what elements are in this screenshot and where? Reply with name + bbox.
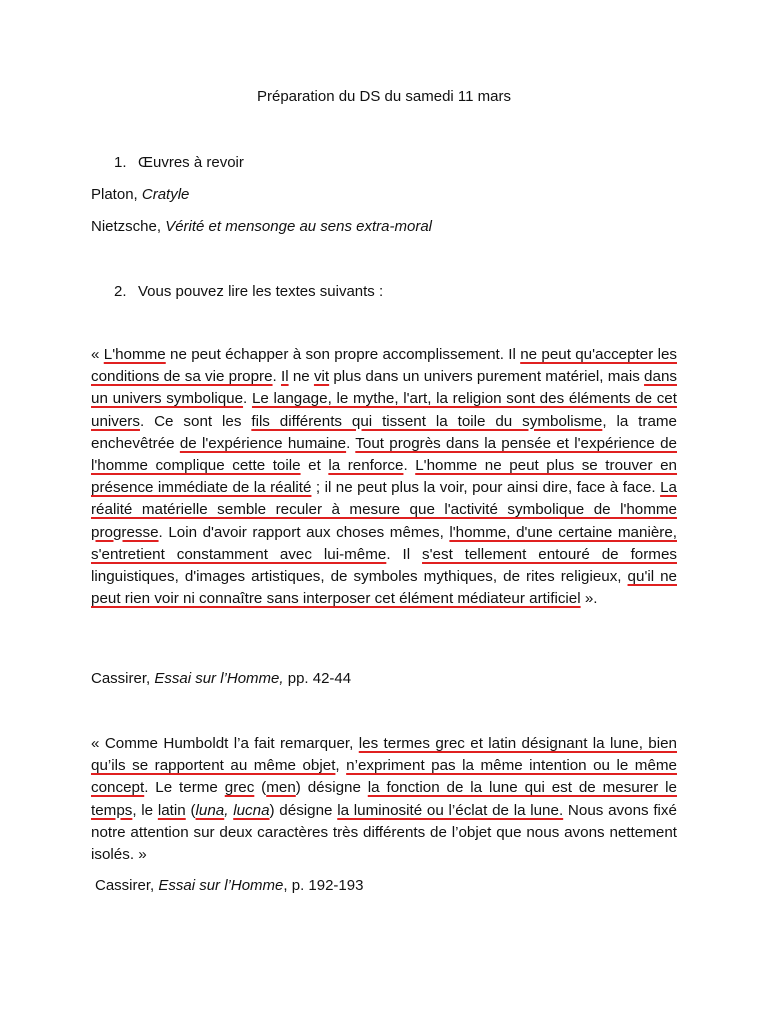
- text-run: ) désigne: [295, 779, 368, 797]
- underlined-phrase: de l'expérience humaine: [179, 434, 347, 452]
- text-run: «: [91, 346, 104, 363]
- source-work: Essai sur l’Homme: [158, 877, 284, 894]
- text-run: et: [300, 457, 329, 475]
- quote-source-2: [95, 877, 363, 894]
- underlined-phrase: ne peut qu'accepter les conditions de sa vie propre: [91, 346, 677, 386]
- work-item-nietzsche: [91, 218, 432, 235]
- work-author: Platon,: [91, 186, 142, 203]
- quote-source-1: [91, 670, 351, 687]
- source-author: Cassirer,: [95, 877, 159, 894]
- underlined-phrase: luna: [195, 801, 225, 819]
- text-run: . Le terme: [144, 779, 225, 797]
- underlined-phrase: fils différents qui tissent la toile du symbolisme: [251, 412, 603, 430]
- text-run: ,: [335, 757, 347, 775]
- text-run: ,: [224, 801, 234, 819]
- text-run: (: [185, 801, 196, 819]
- text-run: , la trame enchevêtrée: [91, 412, 677, 452]
- source-work: Essai sur l’Homme,: [154, 670, 284, 687]
- page-title: Préparation du DS du samedi 11 mars: [256, 88, 512, 105]
- text-run: .: [346, 434, 356, 452]
- underlined-phrase: dans un univers symbolique: [91, 368, 677, 408]
- section-label: Vous pouvez lire les textes suivants :: [138, 283, 384, 300]
- underlined-phrase: Il: [281, 368, 289, 386]
- section-number: 1.: [114, 154, 127, 171]
- work-title: Cratyle: [141, 186, 190, 203]
- text-run: (: [254, 779, 267, 797]
- section-number: 2.: [114, 283, 127, 300]
- section-heading-texts: [114, 283, 383, 300]
- underlined-phrase: vit: [313, 368, 330, 386]
- text-run: . Loin d'avoir rapport aux choses mêmes,: [158, 523, 450, 541]
- text-run: Nous avons fixé notre attention sur deux caractères très différents de l’objet que nous avons nettement isolés. »: [91, 801, 677, 864]
- section-label: Œuvres à revoir: [138, 154, 244, 171]
- underlined-phrase: l'homme, d'une certaine manière, s'entretient constamment avec lui-même: [91, 523, 677, 563]
- underlined-phrase: la luminosité ou l’éclat de la lune.: [337, 801, 564, 819]
- underlined-phrase: Tout progrès dans la pensée et l'expérience de l'homme complique cette toile: [91, 434, 677, 475]
- text-run: .: [243, 390, 252, 408]
- quote-cassirer-2: [91, 733, 677, 866]
- source-pages: , p. 192-193: [283, 877, 364, 894]
- underlined-phrase: grec: [224, 779, 255, 797]
- text-run: ne: [288, 368, 314, 386]
- text-run: .: [272, 368, 281, 386]
- work-item-platon: [91, 186, 189, 203]
- text-run: ne peut échapper à son propre accomplissement. Il: [165, 346, 521, 363]
- underlined-phrase: L'homme ne peut plus se trouver en présence immédiate de la réalité: [91, 457, 678, 497]
- text-run: linguistiques, d'images artistiques, de symboles mythiques, de rites religieux,: [91, 568, 628, 586]
- underlined-phrase: la fonction de la lune qui est de mesurer le temps: [91, 779, 677, 819]
- underlined-phrase: n’expriment pas la même intention ou le même concept: [91, 757, 677, 797]
- text-run: . Il: [386, 545, 423, 563]
- text-run: .: [403, 457, 416, 475]
- underlined-phrase: lucna: [233, 801, 270, 819]
- source-author: Cassirer,: [91, 670, 155, 687]
- underlined-phrase: la renforce: [328, 457, 404, 475]
- underlined-phrase: qu'il ne peut rien voir ni connaître sans interposer cet élément médiateur artificiel: [91, 568, 677, 608]
- text-run: ; il ne peut plus la voir, pour ainsi dire, face à face.: [311, 479, 661, 497]
- work-title: Vérité et mensonge au sens extra-moral: [165, 218, 433, 235]
- text-run: ) désigne: [269, 801, 338, 819]
- text-run: . Ce sont les: [139, 412, 252, 430]
- text-run: plus dans un univers purement matériel, mais: [329, 368, 645, 386]
- underlined-phrase: les termes grec et latin désignant la lune, bien qu’ils se rapportent au même objet: [91, 735, 677, 775]
- underlined-phrase: s'est tellement entouré de formes: [422, 545, 677, 563]
- underlined-phrase: Le langage, le mythe, l'art, la religion sont des éléments de cet univers: [91, 390, 677, 430]
- underlined-phrase: La réalité matérielle semble reculer à mesure que l'activité symbolique de l'homme progresse: [91, 479, 677, 541]
- text-run: « Comme Humboldt l’a fait remarquer,: [91, 735, 359, 752]
- text-run: ».: [580, 590, 598, 608]
- source-pages: pp. 42-44: [283, 670, 352, 687]
- work-author: Nietzsche,: [91, 218, 166, 235]
- section-heading-works: [114, 154, 244, 171]
- underlined-phrase: L'homme: [103, 346, 166, 363]
- text-run: , le: [132, 801, 158, 819]
- underlined-phrase: men: [266, 779, 296, 797]
- quote-cassirer-1: [91, 344, 677, 610]
- underlined-phrase: latin: [157, 801, 186, 819]
